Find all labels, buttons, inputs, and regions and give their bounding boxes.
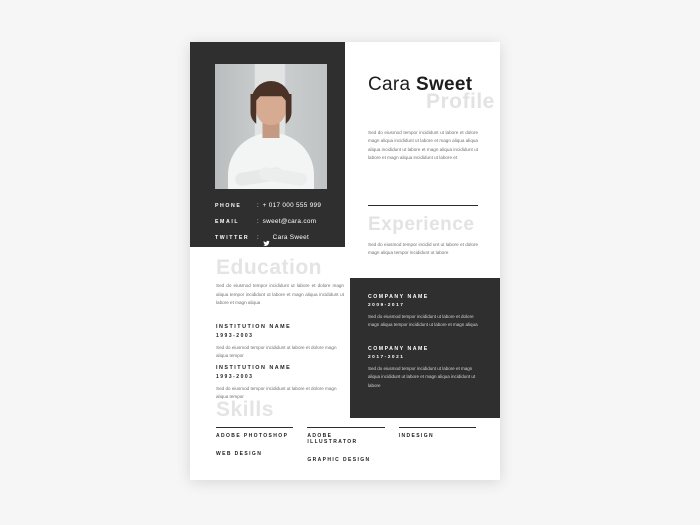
contact-separator: : [257, 202, 259, 209]
skills-column [307, 427, 384, 475]
profile-body-text: Sed do eiusmod tempor incididunt ut labore et dolore magn aliqua incididunt ut labore et magn aliqua aliqua aliqua incididunt ut labore et magn aliqua incididunt ut labore et magn aliqua incididunt ut labore et [368, 130, 478, 161]
education-description: Sed do eiusmod tempor incididunt ut labore et dolore magn aliqua tempor [216, 386, 337, 400]
experience-dark-panel [350, 278, 500, 418]
experience-description: Sed do eiusmod tempor incididunt ut labore et dolore magn aliqua tempor incididunt ut labore et magn aliqua [368, 314, 478, 328]
contact-label-email: EMAIL [215, 218, 240, 225]
experience-dates: 2017-2021 [368, 355, 405, 360]
contact-separator: : [257, 234, 259, 241]
skill-item: GRAPHIC DESIGN [307, 457, 371, 464]
skills-divider [216, 427, 293, 428]
skill-item: WEB DESIGN [216, 451, 263, 458]
resume-page [190, 42, 500, 480]
skills-list [216, 427, 476, 475]
name-first: Cara [368, 74, 411, 95]
profile-photo [215, 64, 327, 189]
contact-row-twitter [215, 234, 375, 241]
contact-value-phone: + 017 000 555 999 [262, 202, 322, 209]
contact-value-email[interactable]: sweet@cara.com [262, 218, 317, 225]
twitter-icon [263, 234, 270, 241]
contact-label-phone: PHONE [215, 202, 242, 209]
name-last: Sweet [415, 74, 473, 95]
education-description: Sed do eiusmod tempor incididunt ut labore et dolore magn aliqua tempor [216, 345, 337, 359]
skills-column [399, 427, 476, 475]
skill-item: ADOBE ILLUSTRATOR [307, 433, 358, 446]
contact-row-phone [215, 202, 375, 209]
contact-list [215, 202, 375, 250]
section-heading-skills: Skills [216, 398, 274, 421]
section-heading-profile: Profile [426, 90, 495, 113]
contact-value-twitter[interactable]: Cara Sweet [272, 234, 310, 241]
education-entry [216, 324, 344, 361]
experience-entry [368, 346, 480, 390]
experience-company: COMPANY NAME [368, 294, 429, 300]
education-dates: 1993-2003 [216, 333, 254, 339]
skills-column [216, 427, 293, 475]
experience-intro-text: Sed do eiusmod tempor incidid unt ut labore et dolore magn aliqua tempor incididunt ut labore [368, 242, 478, 256]
skill-item: INDESIGN [398, 433, 435, 440]
education-intro-text: Sed do eiusmod tempor incididunt ut labore et dolore magn aliqua tempor incididunt ut labore et magn aliqua incididunt ut labore et magn aliqua [216, 283, 344, 306]
skill-item: ADOBE PHOTOSHOP [216, 433, 289, 440]
experience-description: Sed do eiusmod tempor incididunt ut labore et magn aliqua incididunt ut labore et magn aliqua incididunt ut labore [368, 366, 476, 388]
contact-label-twitter: TWITTER [215, 234, 250, 241]
skills-divider [399, 427, 476, 428]
education-institution: INSTITUTION NAME [216, 365, 292, 371]
section-heading-education: Education [216, 256, 323, 279]
contact-separator: : [257, 218, 259, 225]
experience-dates: 2009-2017 [368, 303, 405, 308]
experience-company: COMPANY NAME [368, 346, 429, 352]
education-entry [216, 365, 344, 402]
profile-divider [368, 205, 478, 206]
education-dates: 1993-2003 [216, 374, 254, 380]
contact-row-email [215, 218, 375, 225]
skills-divider [307, 427, 384, 428]
experience-entry [368, 294, 480, 330]
education-institution: INSTITUTION NAME [216, 324, 292, 330]
section-heading-experience: Experience [368, 214, 475, 235]
